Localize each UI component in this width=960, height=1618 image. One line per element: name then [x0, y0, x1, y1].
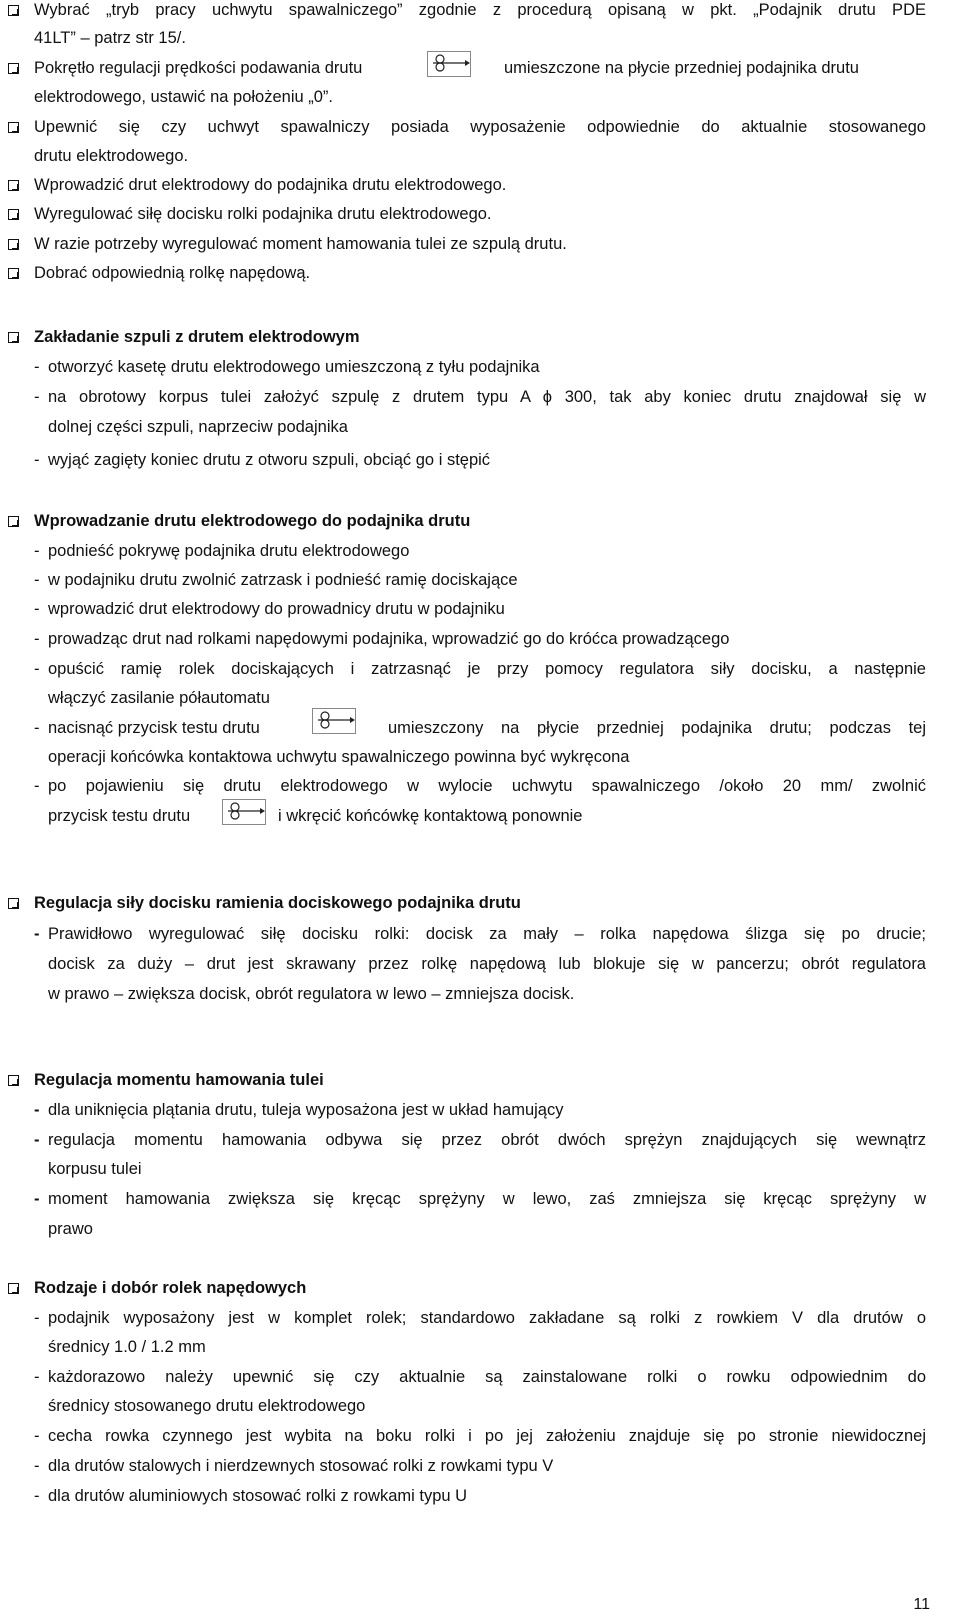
list-item: nacisnąć przycisk testu drutu	[48, 719, 260, 737]
list-item: przycisk testu drutu	[48, 807, 191, 825]
paragraph-line: Dobrać odpowiednią rolkę napędową.	[34, 264, 311, 282]
list-item: średnicy stosowanego drutu elektrodowego	[48, 1397, 366, 1415]
checkbox-bullet-icon	[8, 516, 19, 527]
wire-feed-knob-icon	[427, 51, 471, 77]
checkbox-bullet-icon	[8, 63, 19, 74]
list-item: w podajniku drutu zwolnić zatrzask i podnieść ramię dociskające	[48, 571, 518, 589]
dash-bullet: -	[34, 600, 40, 618]
dash-bullet: -	[34, 1487, 40, 1505]
list-item: w prawo – zwiększa docisk, obrót regulatora w lewo – zmniejsza docisk.	[48, 985, 575, 1003]
list-item: wyjąć zagięty koniec drutu z otworu szpuli, obciąć go i stępić	[48, 451, 491, 469]
dash-bullet: -	[34, 542, 40, 560]
dash-bullet: -	[34, 1131, 40, 1149]
dash-bullet: -	[34, 777, 40, 795]
paragraph-line: 41LT” – patrz str 15/.	[34, 29, 186, 47]
list-item: regulacja momentu hamowania odbywa się przez obrót dwóch sprężyn znajdujących się wewnątrz	[48, 1131, 926, 1149]
paragraph-line: umieszczone na płycie przedniej podajnika drutu	[504, 59, 859, 77]
dash-bullet: -	[34, 630, 40, 648]
list-item: dla drutów stalowych i nierdzewnych stosować rolki z rowkami typu V	[48, 1457, 554, 1475]
list-item: Prawidłowo wyregulować siłę docisku rolki: docisk za mały – rolka napędowa ślizga się po drucie;	[48, 925, 926, 943]
dash-bullet: -	[34, 388, 40, 406]
paragraph-line: Upewnić się czy uchwyt spawalniczy posiada wyposażenie odpowiednie do aktualnie stosowanego	[34, 118, 926, 136]
list-item: dla uniknięcia plątania drutu, tuleja wyposażona jest w układ hamujący	[48, 1101, 564, 1119]
list-item: na obrotowy korpus tulei założyć szpulę z drutem typu A ϕ 300, tak aby koniec drutu znajdował się w	[48, 388, 926, 406]
paragraph-line: elektrodowego, ustawić na położeniu „0”.	[34, 88, 334, 106]
checkbox-bullet-icon	[8, 180, 19, 191]
list-item: prawo	[48, 1220, 93, 1238]
paragraph-line: Wyregulować siłę docisku rolki podajnika drutu elektrodowego.	[34, 205, 492, 223]
list-item: docisk za duży – drut jest skrawany przez rolkę napędową lub blokuje się w pancerzu; obrót regulatora	[48, 955, 926, 973]
section-heading: Wprowadzanie drutu elektrodowego do podajnika drutu	[34, 512, 471, 530]
paragraph-line: W razie potrzeby wyregulować moment hamowania tulei ze szpulą drutu.	[34, 235, 567, 253]
dash-bullet: -	[34, 1190, 40, 1208]
list-item: cecha rowka czynnego jest wybita na boku rolki i po jej założeniu znajduje się po stronie niewidocznej	[48, 1427, 926, 1445]
section-heading: Regulacja momentu hamowania tulei	[34, 1071, 324, 1089]
list-item: podnieść pokrywę podajnika drutu elektrodowego	[48, 542, 410, 560]
list-item: umieszczony na płycie przedniej podajnika drutu; podczas tej	[388, 719, 926, 737]
list-item: średnicy 1.0 / 1.2 mm	[48, 1338, 206, 1356]
list-item: moment hamowania zwiększa się kręcąc sprężyny w lewo, zaś zmniejsza się kręcąc sprężyny w	[48, 1190, 926, 1208]
page-number: 11	[913, 1596, 930, 1613]
list-item: i wkręcić końcówkę kontaktową ponownie	[278, 807, 583, 825]
list-item: po pojawieniu się drutu elektrodowego w wylocie uchwytu spawalniczego /około 20 mm/ zwolnić	[48, 777, 926, 795]
list-item: otworzyć kasetę drutu elektrodowego umieszczoną z tyłu podajnika	[48, 358, 540, 376]
dash-bullet: -	[34, 451, 40, 469]
list-item: opuścić ramię rolek dociskających i zatrzasnąć je przy pomocy regulatora siły docisku, a następnie	[48, 660, 926, 678]
list-item: operacji końcówka kontaktowa uchwytu spawalniczego powinna być wykręcona	[48, 748, 630, 766]
dash-bullet: -	[34, 1457, 40, 1475]
list-item: dla drutów aluminiowych stosować rolki z rowkami typu U	[48, 1487, 468, 1505]
paragraph-line: drutu elektrodowego.	[34, 147, 189, 165]
section-heading: Regulacja siły docisku ramienia dociskowego podajnika drutu	[34, 894, 521, 912]
dash-bullet: -	[34, 925, 40, 943]
list-item: włączyć zasilanie półautomatu	[48, 689, 270, 707]
wire-test-button-icon	[312, 708, 356, 734]
checkbox-bullet-icon	[8, 268, 19, 279]
checkbox-bullet-icon	[8, 898, 19, 909]
dash-bullet: -	[34, 358, 40, 376]
dash-bullet: -	[34, 571, 40, 589]
list-item: każdorazowo należy upewnić się czy aktualnie są zainstalowane rolki o rowku odpowiednim do	[48, 1368, 926, 1386]
dash-bullet: -	[34, 1427, 40, 1445]
list-item: wprowadzić drut elektrodowy do prowadnicy drutu w podajniku	[48, 600, 505, 618]
checkbox-bullet-icon	[8, 5, 19, 16]
checkbox-bullet-icon	[8, 122, 19, 133]
checkbox-bullet-icon	[8, 209, 19, 220]
list-item: dolnej części szpuli, naprzeciw podajnika	[48, 418, 348, 436]
dash-bullet: -	[34, 719, 40, 737]
dash-bullet: -	[34, 1368, 40, 1386]
dash-bullet: -	[34, 660, 40, 678]
section-heading: Rodzaje i dobór rolek napędowych	[34, 1279, 307, 1297]
list-item: podajnik wyposażony jest w komplet rolek; standardowo zakładane są rolki z rowkiem V dla drutów o	[48, 1309, 926, 1327]
list-item: prowadząc drut nad rolkami napędowymi podajnika, wprowadzić go do króćca prowadzącego	[48, 630, 730, 648]
checkbox-bullet-icon	[8, 239, 19, 250]
paragraph-line: Wprowadzić drut elektrodowy do podajnika drutu elektrodowego.	[34, 176, 507, 194]
dash-bullet: -	[34, 1101, 40, 1119]
checkbox-bullet-icon	[8, 1283, 19, 1294]
list-item: korpusu tulei	[48, 1160, 142, 1178]
dash-bullet: -	[34, 1309, 40, 1327]
paragraph-line: Pokrętło regulacji prędkości podawania drutu	[34, 59, 363, 77]
paragraph-line: Wybrać „tryb pracy uchwytu spawalniczego” zgodnie z procedurą opisaną w pkt. „Podajnik drutu PDE	[34, 1, 926, 19]
checkbox-bullet-icon	[8, 332, 19, 343]
checkbox-bullet-icon	[8, 1075, 19, 1086]
wire-test-button-icon	[222, 799, 266, 825]
section-heading: Zakładanie szpuli z drutem elektrodowym	[34, 328, 360, 346]
